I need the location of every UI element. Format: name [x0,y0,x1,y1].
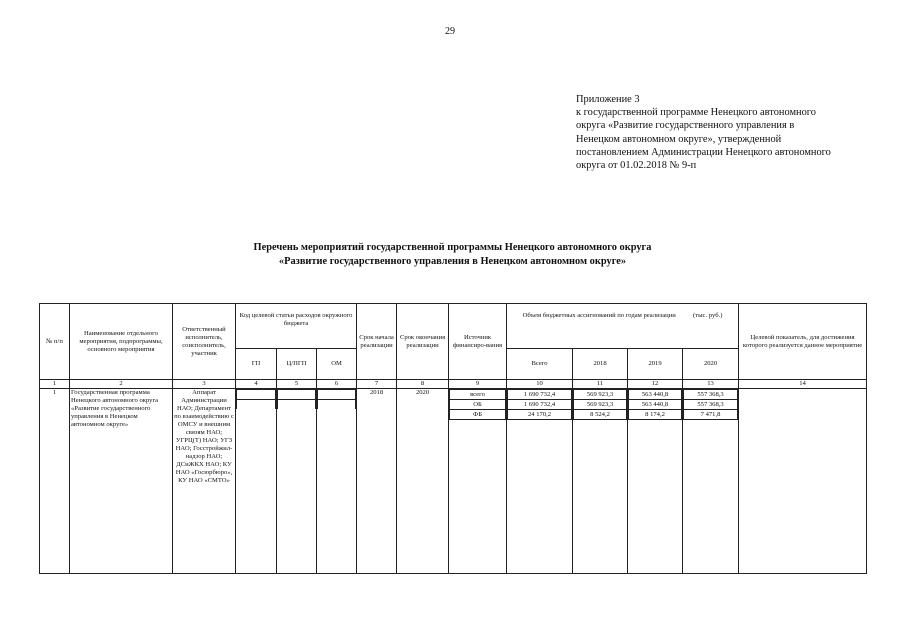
row-name: Государственная программа Ненецкого автономного округа «Развитие государственного управления в Ненецком автономном округе» [70,389,173,574]
finance-2019: 8 174,2 [629,410,682,420]
finance-total: 1 690 732,4 [508,400,572,410]
col-number: 11 [573,380,628,389]
appendix-line: постановлением Администрации Ненецкого автономного [576,146,831,158]
row-2018-cell [573,389,628,574]
row-gp-cell [236,389,277,574]
col-number: 14 [739,380,867,389]
finance-source: ОБ [450,400,506,410]
header-total: Всего [507,349,573,380]
header-source: Источник финансиро-вания [449,304,507,380]
row-target [739,389,867,574]
row-2020-cell [683,389,739,574]
measures-table [39,303,867,574]
header-target: Целевой показатель, для достижения которого реализуется данное мероприятие [739,304,867,380]
row-cpgp-cell [277,389,317,574]
header-cpgp: Ц/ПГП [277,349,317,380]
page-number: 29 [445,26,455,37]
col-number: 12 [628,380,683,389]
row-responsible: Аппарат Администрации НАО; Департамент по взаимодействию с ОМСУ и внешним связям НАО; УГРЦ(Т) НАО; УГЗ НАО; Госстройжил-надзор НАО; ДСиЖКХ НАО; КУ НАО «Госюрбюро», КУ НАО «СМТО» [173,389,236,574]
header-responsible: Ответственный исполнитель, соисполнитель, участник [173,304,236,380]
row-source-cell [449,389,507,574]
header-2018: 2018 [573,349,628,380]
row-om-cell [317,389,357,574]
col-number: 10 [507,380,573,389]
header-gp: ГП [236,349,277,380]
col-number: 8 [397,380,449,389]
finance-2020: 557 368,3 [684,390,738,400]
appendix-line: Приложение 3 [576,94,640,105]
col-number: 7 [357,380,397,389]
finance-total: 24 170,2 [508,410,572,420]
finance-total: 1 690 732,4 [508,390,572,400]
col-number: 5 [277,380,317,389]
appendix-note [576,93,876,172]
col-number: 6 [317,380,357,389]
header-name: Наименование отдельного мероприятия, подпрограммы, основного мероприятия [70,304,173,380]
row-num: 1 [40,389,70,574]
col-number: 2 [70,380,173,389]
finance-2019: 563 440,8 [629,390,682,400]
col-number: 13 [683,380,739,389]
col-number: 1 [40,380,70,389]
finance-2020: 557 368,3 [684,400,738,410]
row-2019-cell [628,389,683,574]
col-number: 9 [449,380,507,389]
header-om: ОМ [317,349,357,380]
header-budget-group-a: Объем бюджетных ассигнований по годам реализации [522,312,676,319]
header-end: Срок окончания реализации [397,304,449,380]
finance-2018: 569 923,3 [574,400,627,410]
finance-2020: 7 471,8 [684,410,738,420]
header-budget-group [507,304,739,349]
row-start: 2018 [357,389,397,574]
header-start: Срок начала реализации [357,304,397,380]
finance-2019: 563 440,8 [629,400,682,410]
header-2019: 2019 [628,349,683,380]
header-budget-group-b: (тыс. руб.) [693,312,723,319]
finance-source: всего [450,390,506,400]
col-number: 3 [173,380,236,389]
title-line-2: «Развитие государственного управления в Ненецком автономном округе» [278,256,627,267]
appendix-line: к государственной программе Ненецкого автономного [576,107,816,119]
finance-source: ФБ [450,410,506,420]
col-number: 4 [236,380,277,389]
title-line-1: Перечень мероприятий государственной программы Ненецкого автономного округа [253,242,652,253]
appendix-line: Ненецком автономном округе», утвержденной [576,133,782,145]
finance-2018: 8 524,2 [574,410,627,420]
finance-2018: 569 923,3 [574,390,627,400]
appendix-line: округа «Развитие государственного управления в [576,120,795,132]
appendix-line: округа от 01.02.2018 № 9-п [576,160,697,172]
row-total-cell [507,389,573,574]
header-code-group: Код целевой статьи расходов окружного бюджета [236,304,357,349]
header-num: № п/п [40,304,70,380]
header-2020: 2020 [683,349,739,380]
row-end: 2020 [397,389,449,574]
document-title [0,241,905,269]
